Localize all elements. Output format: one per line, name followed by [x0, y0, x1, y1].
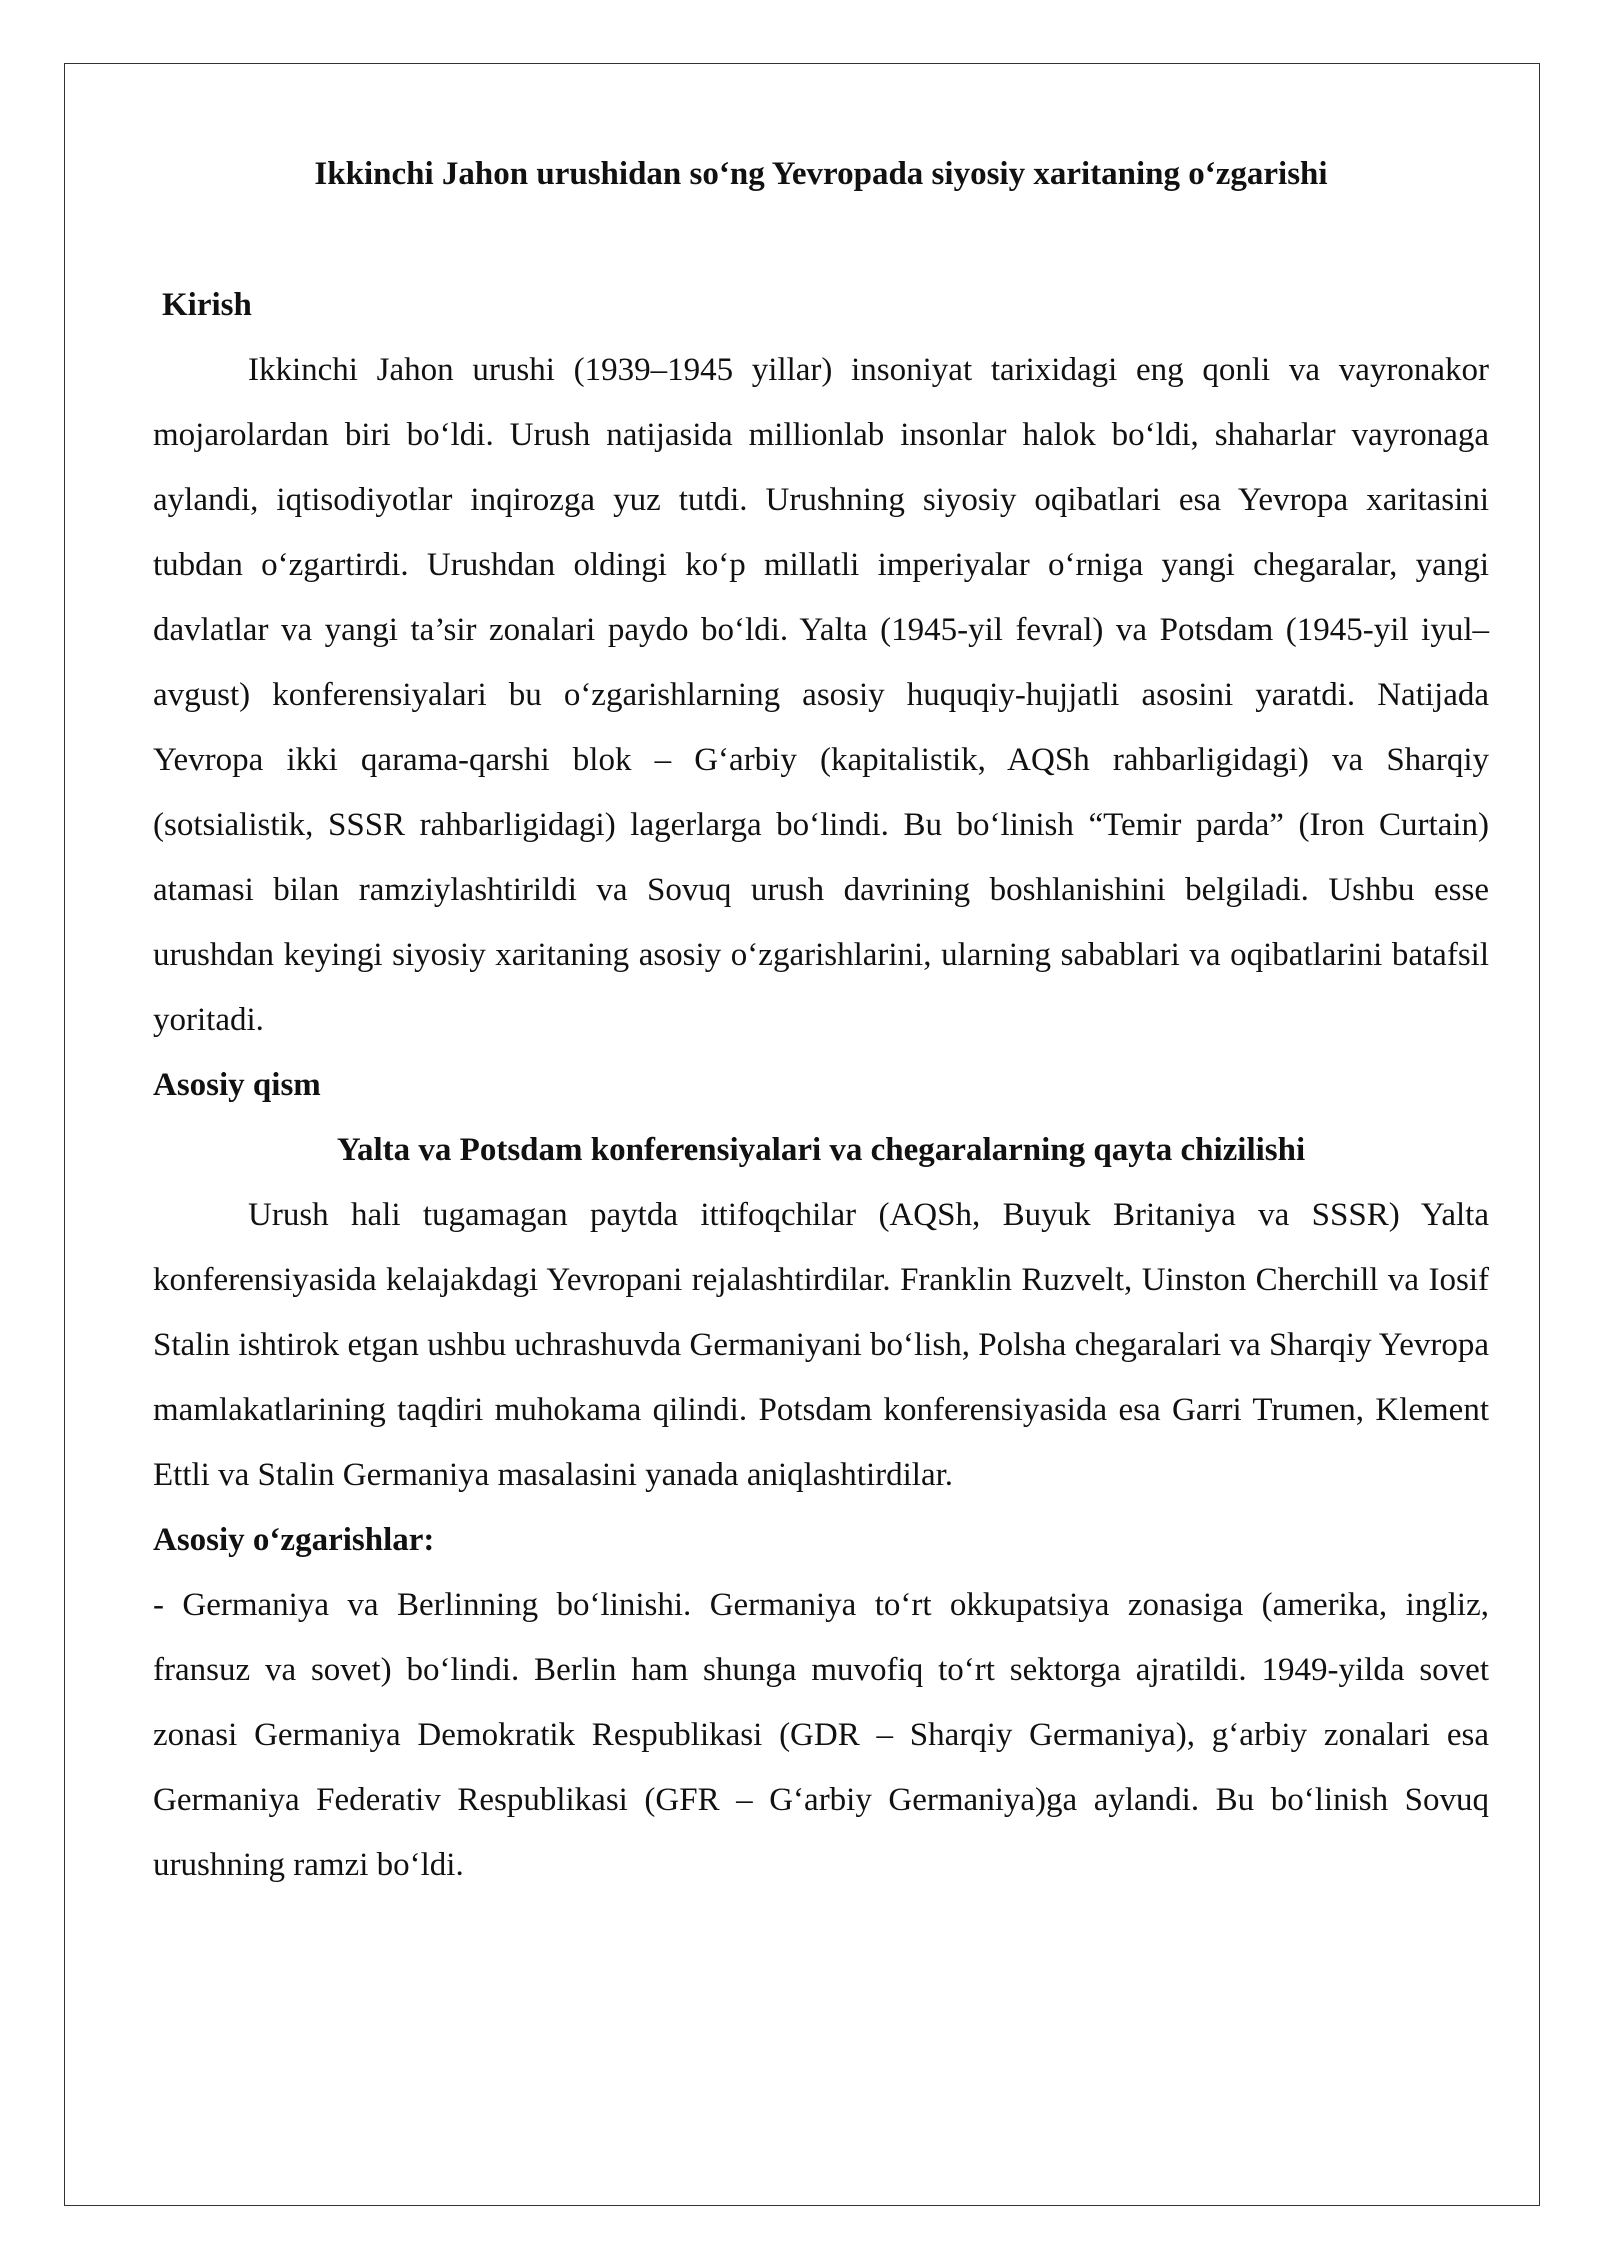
changes-heading: Asosiy o‘zgarishlar: — [153, 1522, 435, 1558]
intro-paragraph: Ikkinchi Jahon urushi (1939–1945 yillar) insoniyat tarixidagi eng qonli va vayronakor mojarolardan biri bo‘ldi. Urush natijasida millionlab insonlar halok bo‘ldi, shaharlar vayronaga aylandi, iqtisodiyotlar inqirozga yuz tutdi. Urushning siyosiy oqibatlari esa Yevropa xaritasini tubdan o‘zgartirdi. Urushdan oldingi ko‘p millatli imperiyalar o‘rniga yangi chegaralar, yangi davlatlar va yangi ta’sir zonalari paydo bo‘ldi. Yalta (1945-yil fevral) va Potsdam (1945-yil iyul–avgust) konferensiyalari bu o‘zgarishlarning asosiy huquqiy-hujjatli asosini yaratdi. Natijada Yevropa ikki qarama-qarshi blok – G‘arbiy (kapitalistik, AQSh rahbarligidagi) va Sharqiy (sotsialistik, SSSR rahbarligidagi) lagerlarga bo‘lindi. Bu bo‘linish “Temir parda” (Iron Curtain) atamasi bilan ramziylashtirildi va Sovuq urush davrining boshlanishini belgiladi. Ushbu esse urushdan keyingi siyosiy xaritaning asosiy o‘zgarishlarini, ularning sabablari va oqibatlarini batafsil yoritadi. — [153, 352, 1489, 1038]
main-section-heading: Asosiy qism — [153, 1067, 321, 1103]
subsection-heading: Yalta va Potsdam konferensiyalari va chegaralarning qayta chizilishi — [336, 1132, 1306, 1168]
document-title: Ikkinchi Jahon urushidan so‘ng Yevropada siyosiy xaritaning o‘zgarishi — [314, 156, 1328, 192]
subsection-paragraph: Urush hali tugamagan paytda ittifoqchilar (AQSh, Buyuk Britaniya va SSSR) Yalta konferensiyasida kelajakdagi Yevropani rejalashtirdilar. Franklin Ruzvelt, Uinston Cherchill va Iosif Stalin ishtirok etgan ushbu uchrashuvda Germaniyani bo‘lish, Polsha chegaralari va Sharqiy Yevropa mamlakatlarining taqdiri muhokama qilindi. Potsdam konferensiyasida esa Garri Trumen, Klement Ettli va Stalin Germaniya masalasini yanada aniqlashtirdilar. — [153, 1197, 1489, 1493]
intro-heading: Kirish — [162, 287, 252, 323]
changes-paragraph: - Germaniya va Berlinning bo‘linishi. Germaniya to‘rt okkupatsiya zonasiga (amerika, ingliz, fransuz va sovet) bo‘lindi. Berlin ham shunga muvofiq to‘rt sektorga ajratildi. 1949-yilda sovet zonasi Germaniya Demokratik Respublikasi (GDR – Sharqiy Germaniya), g‘arbiy zonalari esa Germaniya Federativ Respublikasi (GFR – G‘arbiy Germaniya)ga aylandi. Bu bo‘linish Sovuq urushning ramzi bo‘ldi. — [153, 1587, 1489, 1883]
document-flow — [153, 273, 1489, 1898]
